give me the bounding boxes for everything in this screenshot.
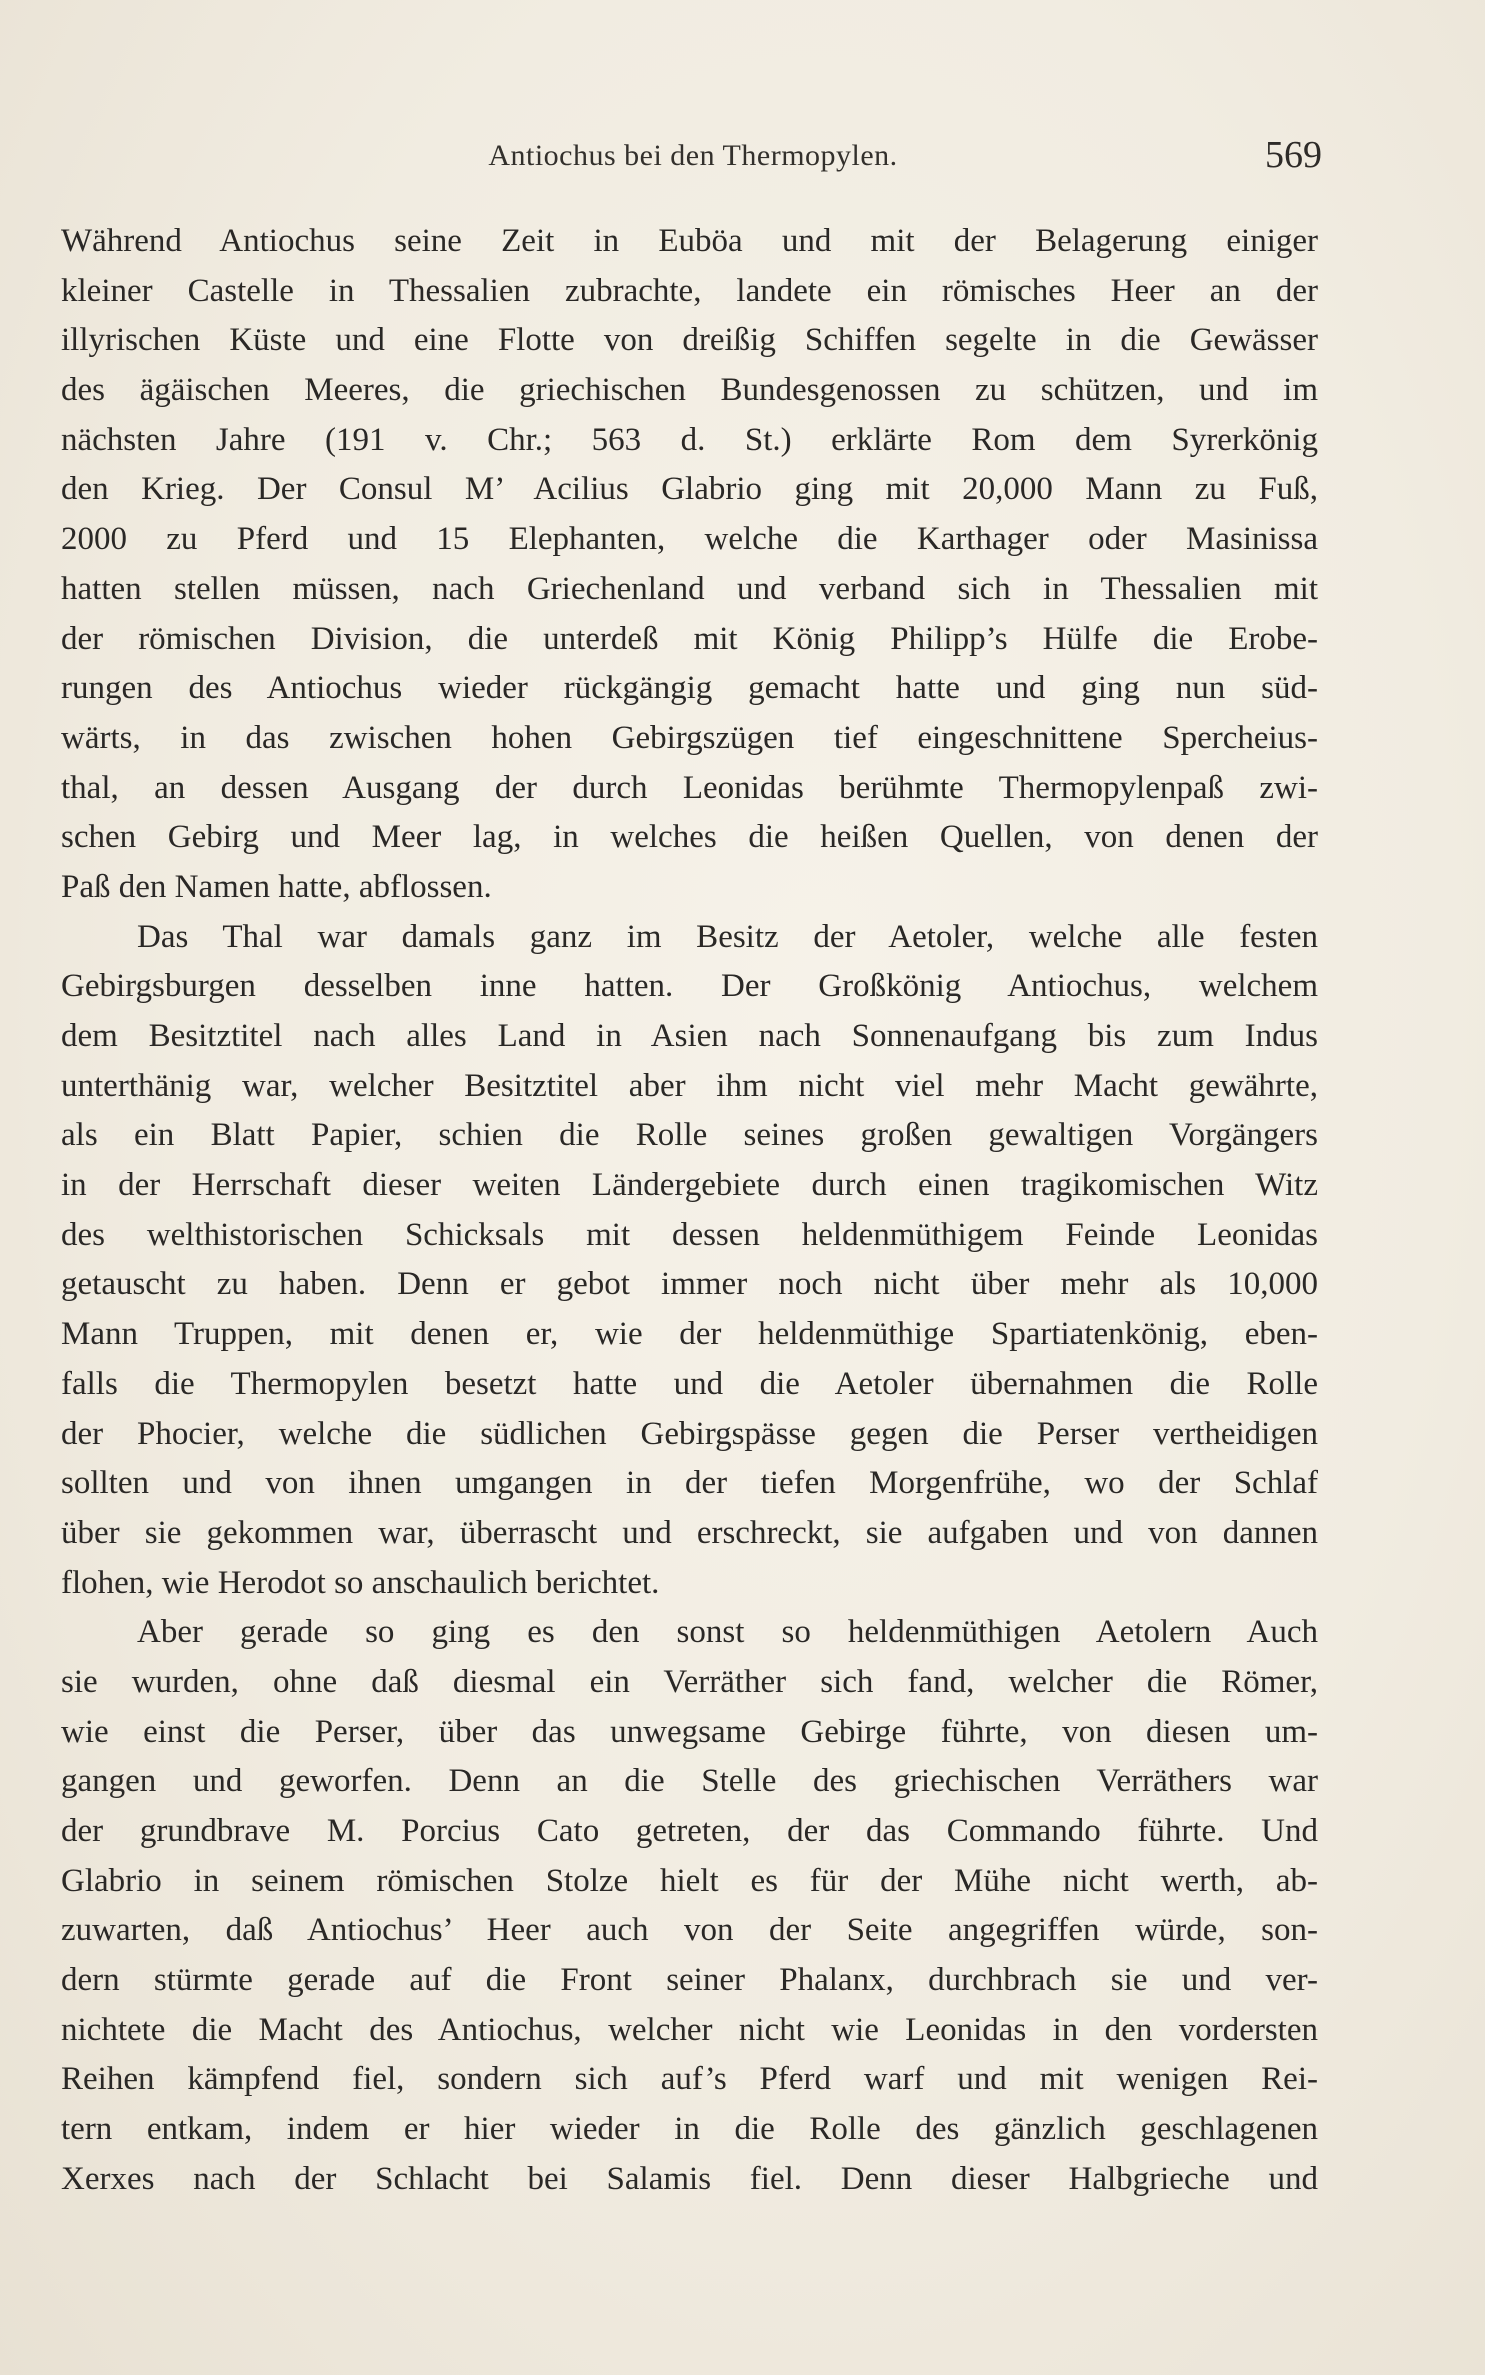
text-line: Reihen kämpfend fiel, sondern sich auf’s Pferd warf und mit wenigen Rei- <box>61 2061 1318 2098</box>
text-line: kleiner Castelle in Thessalien zubrachte, landete ein römisches Heer an der <box>61 272 1318 309</box>
text-line: 2000 zu Pferd und 15 Elephanten, welche die Karthager oder Masinissa <box>61 521 1318 558</box>
text-line: Glabrio in seinem römischen Stolze hielt es für der Mühe nicht werth, ab- <box>61 1862 1318 1899</box>
text-line: nichtete die Macht des Antiochus, welcher nicht wie Leonidas in den vordersten <box>61 2011 1318 2048</box>
page-number: 569 <box>1265 134 1322 176</box>
text-line: den Krieg. Der Consul M’ Acilius Glabrio ging mit 20,000 Mann zu Fuß, <box>61 471 1318 508</box>
text-line: sie wurden, ohne daß diesmal ein Verräther sich fand, welcher die Römer, <box>61 1663 1318 1700</box>
text-line: Während Antiochus seine Zeit in Euböa und mit der Belagerung einiger <box>61 223 1318 259</box>
paragraph <box>61 913 1318 1609</box>
text-line: in der Herrschaft dieser weiten Ländergebiete durch einen tragikomischen Witz <box>61 1167 1318 1204</box>
text-line: des ägäischen Meeres, die griechischen Bundesgenossen zu schützen, und im <box>61 372 1318 409</box>
text-line: unterthänig war, welcher Besitztitel aber ihm nicht viel mehr Macht gewährte, <box>61 1067 1318 1104</box>
text-line: des welthistorischen Schicksals mit dessen heldenmüthigem Feinde Leonidas <box>61 1216 1318 1253</box>
text-line: thal, an dessen Ausgang der durch Leonidas berühmte Thermopylenpaß zwi- <box>61 769 1318 806</box>
text-line: dern stürmte gerade auf die Front seiner Phalanx, durchbrach sie und ver- <box>61 1962 1318 1999</box>
paragraph <box>61 1608 1318 2204</box>
text-line: gangen und geworfen. Denn an die Stelle des griechischen Verräthers war <box>61 1763 1318 1800</box>
running-head: Antiochus bei den Thermopylen. <box>488 139 898 172</box>
paragraph <box>61 217 1318 913</box>
text-line: als ein Blatt Papier, schien die Rolle seines großen gewaltigen Vorgängers <box>61 1117 1318 1154</box>
text-line: Xerxes nach der Schlacht bei Salamis fiel. Denn dieser Halbgrieche und <box>61 2160 1318 2197</box>
body-text <box>61 217 1318 2205</box>
text-line: nächsten Jahre (191 v. Chr.; 563 d. St.) erklärte Rom dem Syrerkönig <box>61 421 1318 458</box>
text-line: zuwarten, daß Antiochus’ Heer auch von der Seite angegriffen würde, son- <box>61 1912 1318 1949</box>
text-line: illyrischen Küste und eine Flotte von dreißig Schiffen segelte in die Gewässer <box>61 322 1318 359</box>
text-line: wärts, in das zwischen hohen Gebirgszügen tief eingeschnittene Spercheius- <box>61 719 1318 756</box>
text-line: der römischen Division, die unterdeß mit König Philipp’s Hülfe die Erobe- <box>61 620 1318 657</box>
text-line: der Phocier, welche die südlichen Gebirgspässe gegen die Perser vertheidigen <box>61 1415 1318 1452</box>
text-line: tern entkam, indem er hier wieder in die Rolle des gänzlich geschlagenen <box>61 2111 1318 2148</box>
text-line: Das Thal war damals ganz im Besitz der Aetoler, welche alle festen <box>137 918 1318 955</box>
text-line: Paß den Namen hatte, abflossen. <box>61 868 492 905</box>
text-line: Gebirgsburgen desselben inne hatten. Der Großkönig Antiochus, welchem <box>61 968 1318 1005</box>
text-line: dem Besitztitel nach alles Land in Asien nach Sonnenaufgang bis zum Indus <box>61 1018 1318 1054</box>
text-line: falls die Thermopylen besetzt hatte und die Aetoler übernahmen die Rolle <box>61 1365 1318 1402</box>
text-line: hatten stellen müssen, nach Griechenland und verband sich in Thessalien mit <box>61 570 1318 607</box>
text-line: Mann Truppen, mit denen er, wie der heldenmüthige Spartiatenkönig, eben- <box>61 1316 1318 1353</box>
text-line: schen Gebirg und Meer lag, in welches die heißen Quellen, von denen der <box>61 819 1318 856</box>
text-line: getauscht zu haben. Denn er gebot immer noch nicht über mehr als 10,000 <box>61 1266 1318 1303</box>
text-line: wie einst die Perser, über das unwegsame Gebirge führte, von diesen um- <box>61 1713 1318 1750</box>
text-line: Aber gerade so ging es den sonst so heldenmüthigen Aetolern Auch <box>137 1614 1318 1651</box>
text-line: rungen des Antiochus wieder rückgängig gemacht hatte und ging nun süd- <box>61 670 1318 707</box>
text-line: sollten und von ihnen umgangen in der tiefen Morgenfrühe, wo der Schlaf <box>61 1465 1318 1502</box>
text-line: flohen, wie Herodot so anschaulich berichtet. <box>61 1564 660 1601</box>
text-line: der grundbrave M. Porcius Cato getreten, der das Commando führte. Und <box>61 1813 1318 1849</box>
text-line: über sie gekommen war, überrascht und erschreckt, sie aufgaben und von dannen <box>61 1514 1318 1551</box>
